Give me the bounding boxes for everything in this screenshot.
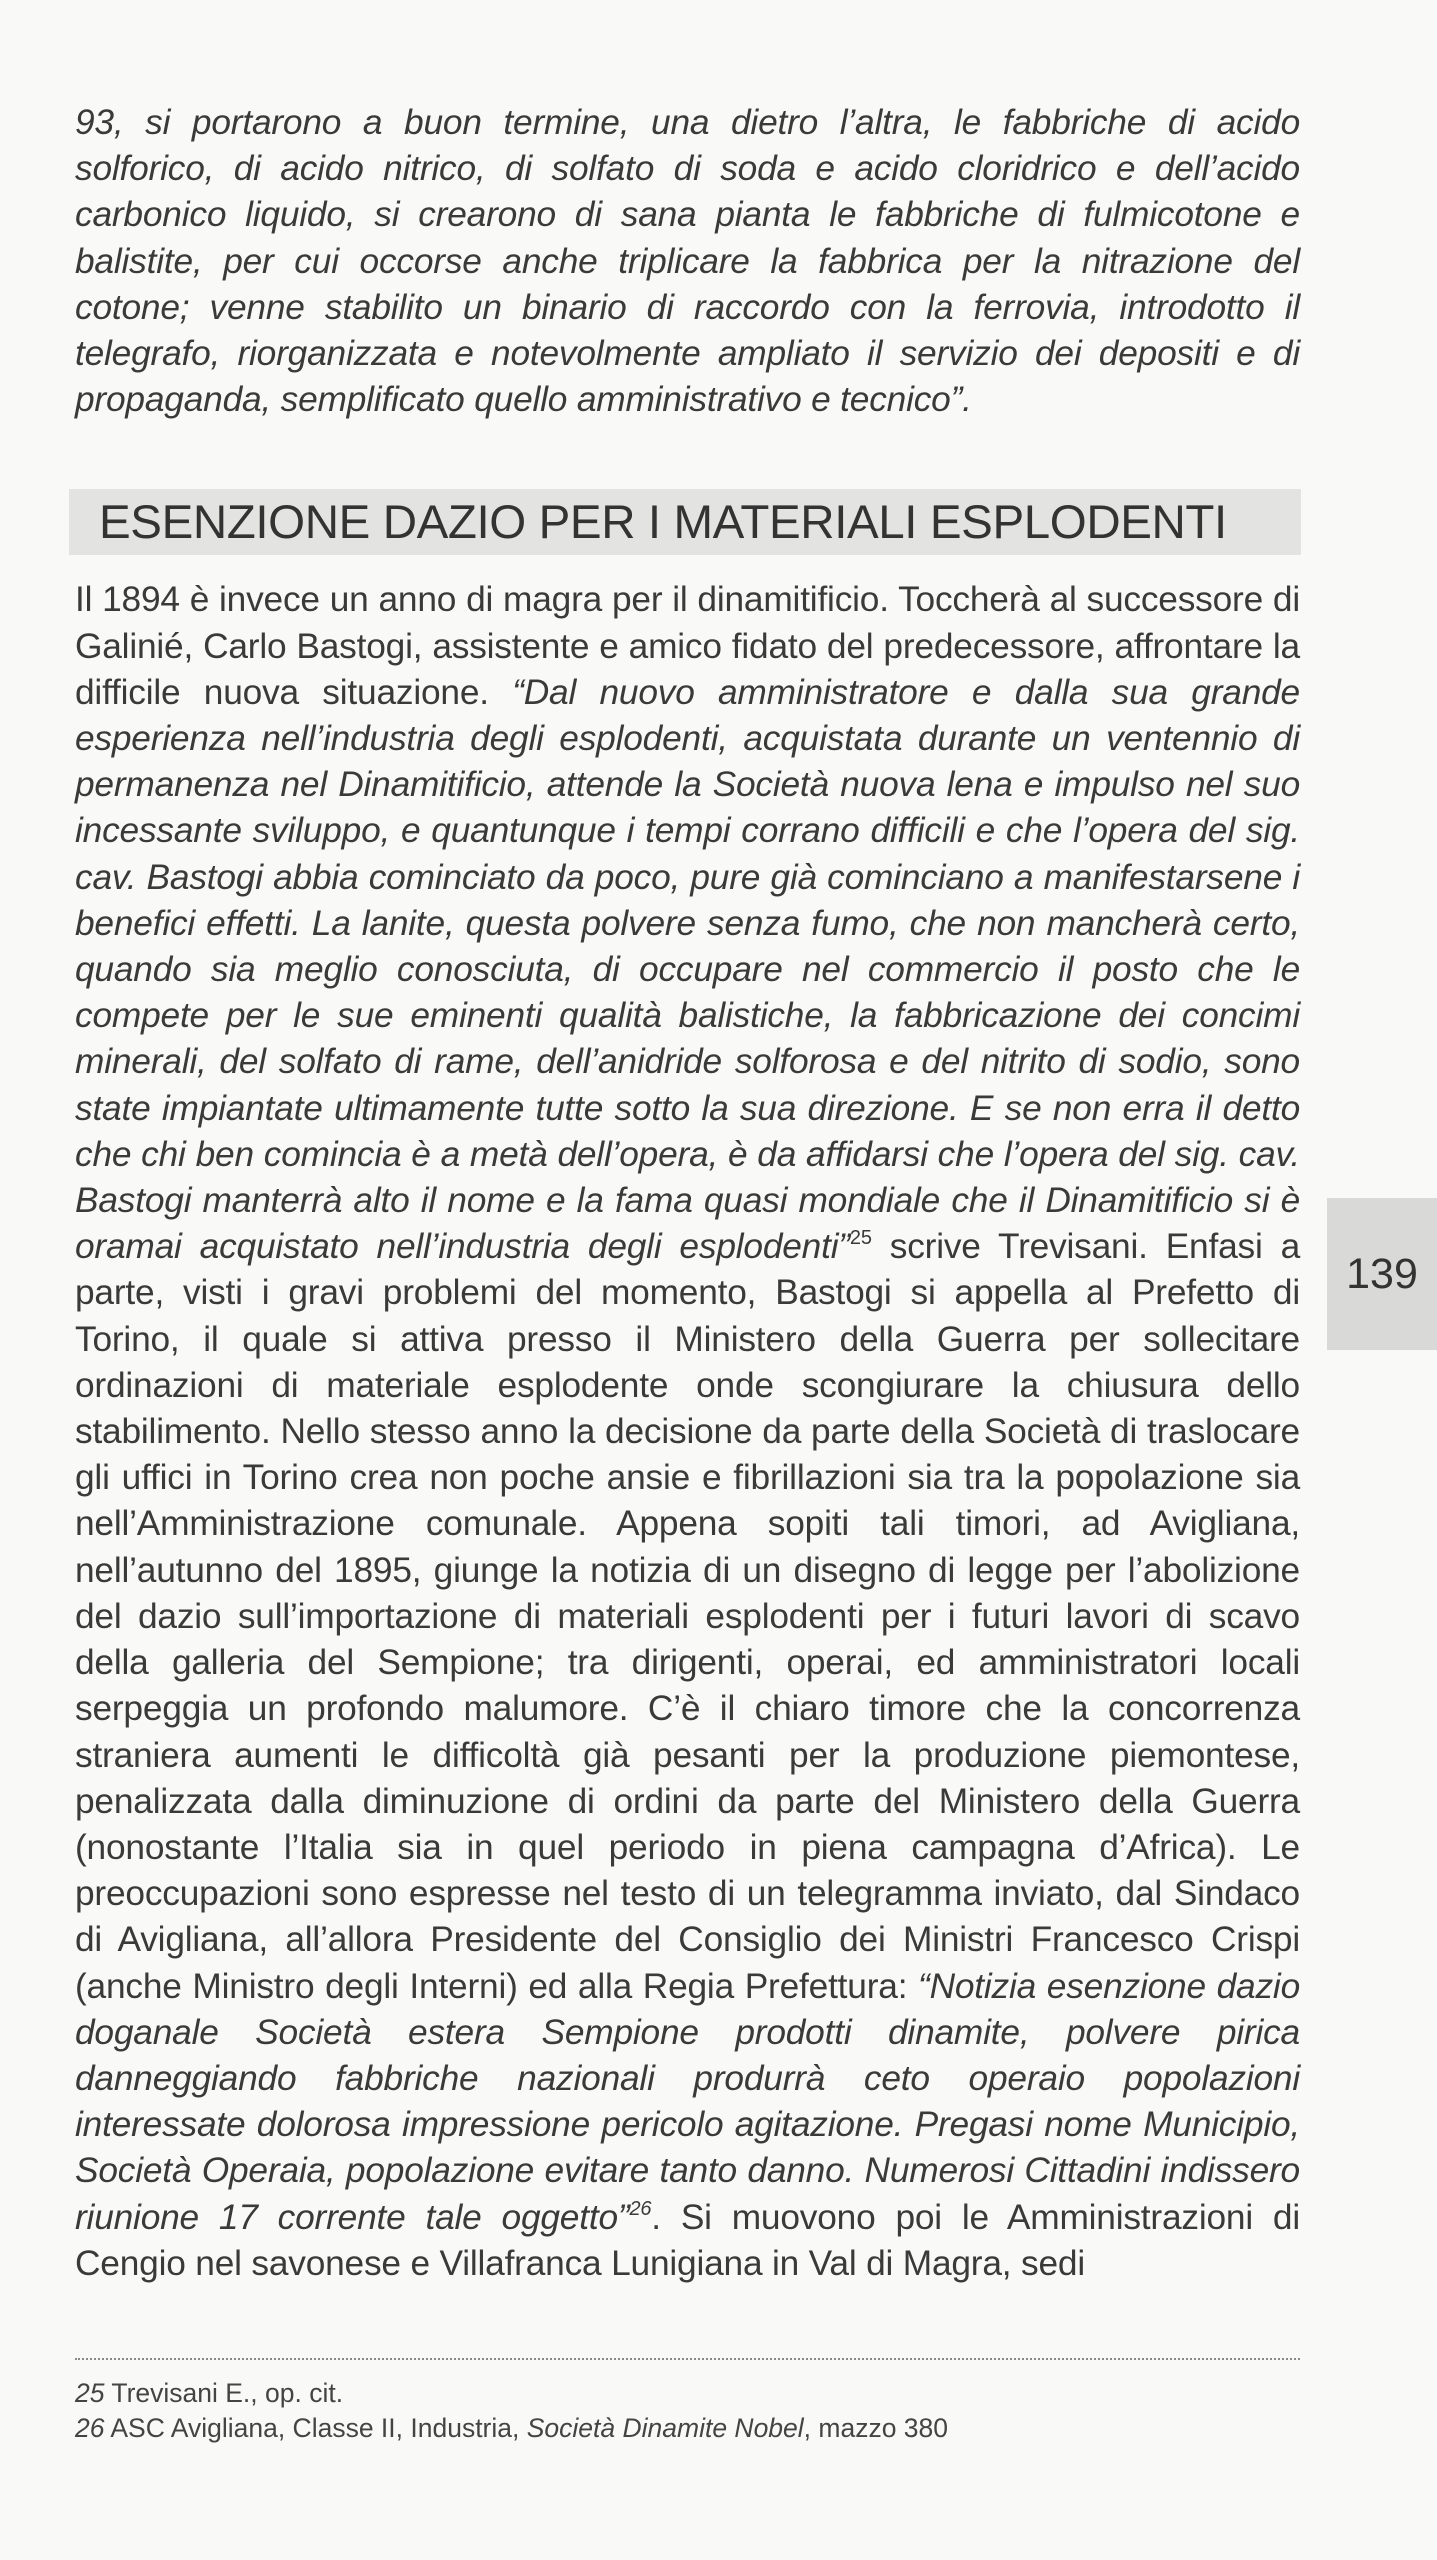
body-text-3: . Si muovono poi le Amministrazioni di Cengio nel savonese e Villafranca Lunigiana in Val di Magra, sedi — [75, 2197, 1300, 2283]
body-paragraph — [75, 577, 1300, 2287]
footnote-number: 25 — [75, 2378, 105, 2408]
section-heading: ESENZIONE DAZIO PER I MATERIALI ESPLODENTI — [99, 496, 1227, 550]
footnote-number: 26 — [75, 2413, 105, 2443]
footnote-tail: , mazzo 380 — [803, 2413, 949, 2443]
section-heading-band — [69, 489, 1301, 555]
footnotes — [75, 2358, 1300, 2446]
footnote-26 — [75, 2411, 1300, 2446]
quote-trevisani: “Dal nuovo amministratore e dalla sua grande esperienza nell’industria degli esplodenti, acquistata durante un ventennio di permanenza nel Dinamitificio, attende la Società nuova lena e impulso nel suo incessante sviluppo, e quantunque i tempi corrano difficili e che l’opera del sig. cav. Bastogi abbia cominciato da poco, pure già cominciano a manifestarsene i benefici effetti. La lanite, questa polvere senza fumo, che non mancherà certo, quando sia meglio conosciuta, di occupare nel commercio il posto che le compete per le sue eminenti qualità balistiche, la fabbricazione dei concimi minerali, del solfato di rame, dell’anidride solforosa e del nitrito di sodio, sono state impiantate ultimamente tutte sotto la sua direzione. E se non erra il detto che chi ben comincia è a metà dell’opera, è da affidarsi che l’opera del sig. cav. Bastogi manterrà alto il nome e la fama quasi mondiale che il Dinamitificio si è oramai acquistato nell’industria degli esplodenti” — [75, 672, 1300, 1267]
page-content — [75, 100, 1300, 2287]
page-number-tab — [1327, 1198, 1437, 1350]
footnote-25 — [75, 2376, 1300, 2411]
body-text-2: scrive Trevisani. Enfasi a parte, visti i gravi problemi del momento, Bastogi si appella al Prefetto di Torino, il quale si attiva presso il Ministero della Guerra per sollecitare ordinazioni di materiale esplodente onde scongiurare la chiusura dello stabilimento. Nello stesso anno la decisione da parte della Società di traslocare gli uffici in Torino crea non poche ansie e fibrillazioni sia tra la popolazione sia nell’Amministrazione comunale. Appena sopiti tali timori, ad Avigliana, nell’autunno del 1895, giunge la notizia di un disegno di legge per l’abolizione del dazio sull’importazione di materiali esplodenti per i futuri lavori di scavo della galleria del Sempione; tra dirigenti, operai, ed amministratori locali serpeggia un profondo malumore. C’è il chiaro timore che la concorrenza straniera aumenti le difficoltà già pesanti per la produzione piemontese, penalizzata dalla diminuzione di ordini da parte del Ministero della Guerra (nonostante l’Italia sia in quel periodo in piena campagna d’Africa). Le preoccupazioni sono espresse nel testo di un telegramma inviato, dal Sindaco di Avigliana, all’allora Presidente del Consiglio dei Ministri Francesco Crispi (anche Ministro degli Interni) ed alla Regia Prefettura: — [75, 1227, 1300, 2006]
footnote-text: Trevisani E., op. cit. — [104, 2378, 344, 2408]
footnote-ref-25[interactable]: 25 — [849, 1227, 872, 1250]
body-text-1: Il 1894 è invece un anno di magra per il dinamitificio. Toccherà al successore di Galinié, Carlo Bastogi, assistente e amico fidato del predecessore, affrontare la difficile nuova situazione. — [75, 580, 1300, 712]
opening-paragraph: 93, si portarono a buon termine, una dietro l’altra, le fabbriche di acido solforico, di acido nitrico, di solfato di soda e acido cloridrico e dell’acido carbonico liquido, si crearono di sana pianta le fabbriche di fulmicotone e balistite, per cui occorse anche triplicare la fabbrica per la nitrazione del cotone; venne stabilito un binario di raccordo con la ferrovia, introdotto il telegrafo, riorganizzata e notevolmente ampliato il servizio dei depositi e di propaganda, semplificato quello amministrativo e tecnico”. — [75, 103, 1300, 420]
footnote-italic-title: Società Dinamite Nobel — [526, 2413, 804, 2443]
quote-telegram: “Notizia esenzione dazio doganale Società estera Sempione prodotti dinamite, polvere pirica danneggiando fabbriche nazionali produrrà ceto operaio popolazioni interessate dolorosa impressione pericolo agitazione. Pregasi nome Municipio, Società Operaia, popolazione evitare tanto danno. Numerosi Cittadini indissero riunione 17 corrente tale oggetto” — [75, 1966, 1300, 2237]
footnote-divider — [75, 2358, 1300, 2360]
footnote-text: ASC Avigliana, Classe II, Industria, — [104, 2413, 527, 2443]
page-number: 139 — [1346, 1250, 1418, 1298]
footnote-ref-26[interactable]: 26 — [629, 2197, 652, 2220]
